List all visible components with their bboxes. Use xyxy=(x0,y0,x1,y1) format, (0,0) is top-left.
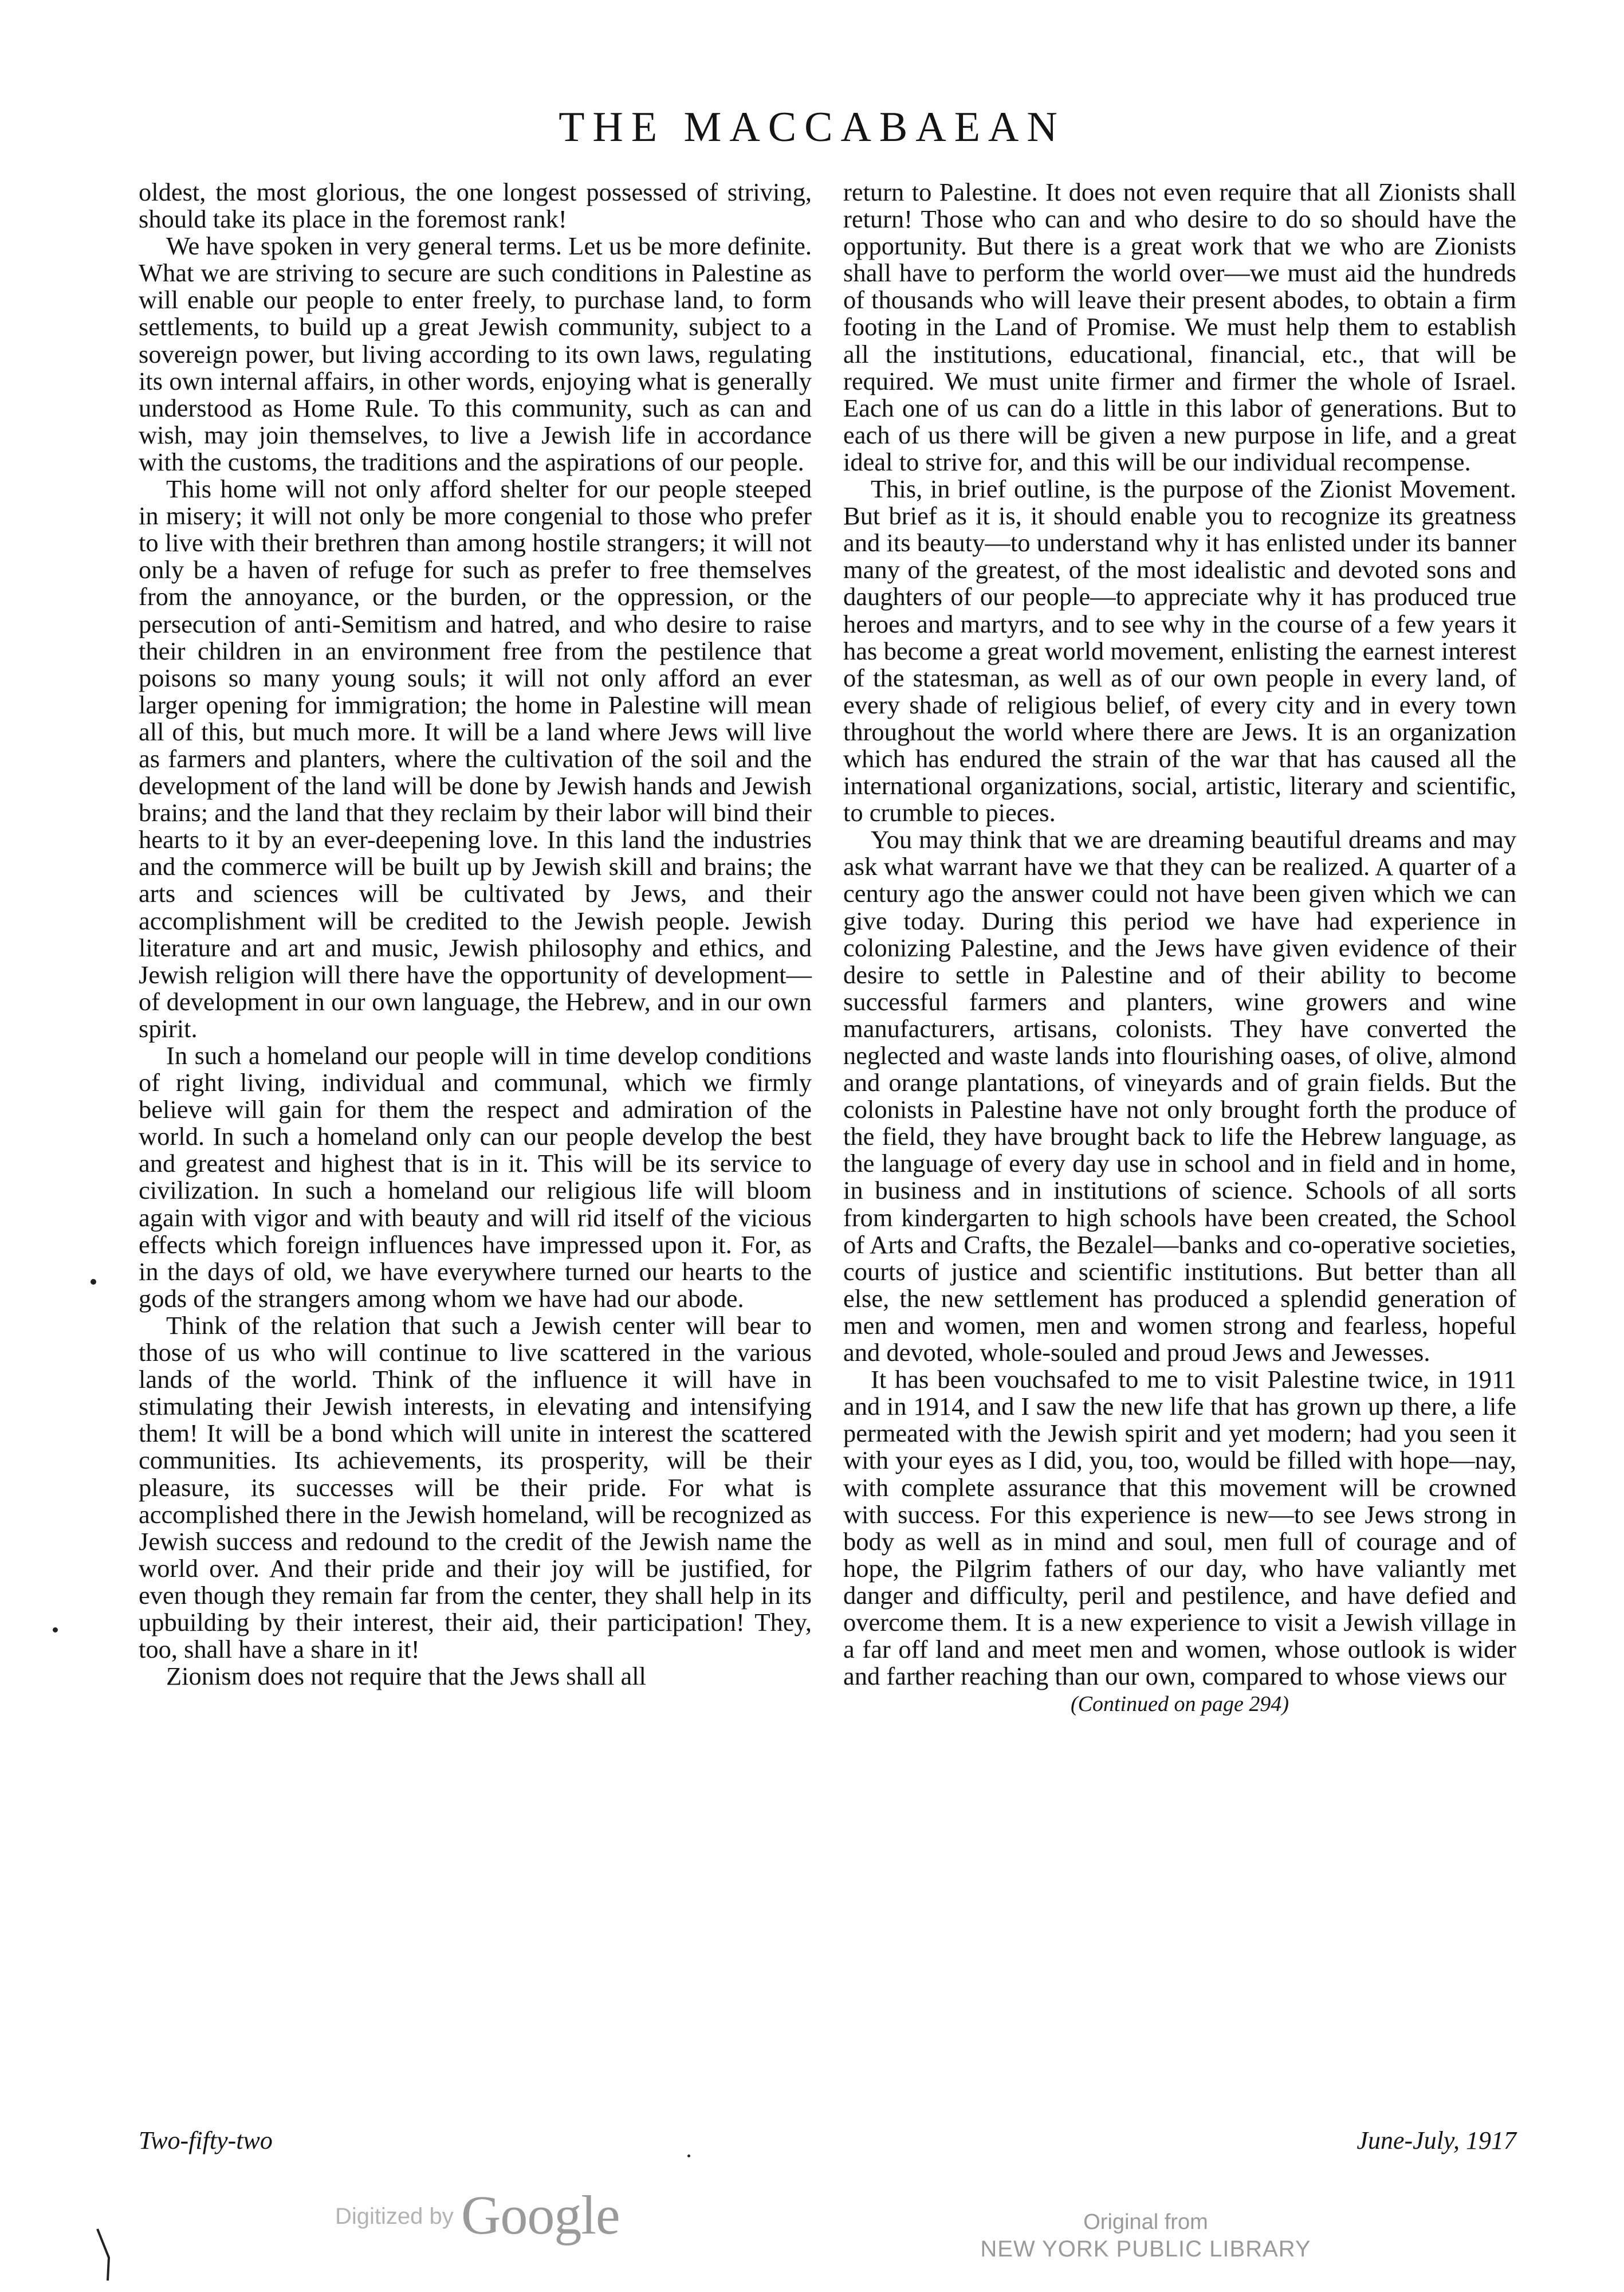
source-attribution xyxy=(974,2209,1318,2263)
masthead-title: THE MACCABAEAN xyxy=(559,104,1065,151)
paragraph: return to Palestine. It does not even require that all Zionists shall return! Those who can and who desire to do so should have the opportunity. But there is a great work that we who are Zionists shall have to perform the world over—we must aid the hundreds of thousands who will leave their present abodes, to obtain a firm footing in the Land of Promise. We must help them to establish all the institutions, educational, financial, etc., that will be required. We must unite firmer and firmer the whole of Israel. Each one of us can do a little in this labor of generations. But to each of us there will be given a new purpose in life, and a great ideal to strive for, and this will be our individual recompense. xyxy=(843,178,1516,476)
ink-speck xyxy=(687,2154,690,2157)
left-column xyxy=(139,179,812,1690)
continued-note: (Continued on page 294) xyxy=(1070,1692,1289,1717)
original-from-text: Original from xyxy=(1083,2210,1208,2234)
ink-speck xyxy=(91,1279,96,1285)
paragraph: You may think that we are dreaming beautiful dreams and may ask what warrant have we that they can be realized. A quarter of a century ago the answer could not have been given which we can give today. During this period we have had experience in colonizing Palestine, and the Jews have given evidence of their desire to settle in Palestine and of their ability to become successful farmers and planters, wine growers and wine manufacturers, artisans, colonists. They have converted the neglected and waste lands into flourishing oases, of olive, almond and orange plantations, of vineyards and of grain fields. But the colonists in Palestine have not only brought forth the produce of the field, they have brought back to life the Hebrew language, as the language of every day use in school and in field and in home, in business and in institutions of science. Schools of all sorts from kindergarten to high schools have been created, the School of Arts and Crafts, the Bezalel—banks and co-operative societies, courts of justice and scientific institutions. But better than all else, the new settlement has produced a splendid generation of men and women, men and women strong and fearless, hopeful and devoted, whole-souled and proud Jews and Jewesses. xyxy=(843,825,1516,1367)
right-column xyxy=(843,179,1516,1718)
paragraph: Zionism does not require that the Jews shall all xyxy=(166,1662,646,1691)
google-logo: Google xyxy=(461,2184,620,2246)
paragraph: oldest, the most glorious, the one longest possessed of striving, should take its place in the foremost rank! xyxy=(139,178,812,234)
paragraph: It has been vouchsafed to me to visit Palestine twice, in 1911 and in 1914, and I saw the new life that has grown up there, a life permeated with the Jewish spirit and yet modern; had you seen it with your eyes as I did, you, too, would be filled with hope—nay, with complete assurance that this movement will be crowned with success. For this experience is new—to see Jews strong in body as well as in mind and soul, men full of courage and of hope, the Pilgrim fathers of our day, who have valiantly met danger and difficulty, peril and pestilence, and have defied and overcome them. It is a new experience to visit a Jewish village in a far off land and meet men and women, whose outlook is wider and farther reaching than our own, compared to whose views our xyxy=(843,1365,1516,1691)
paragraph: In such a homeland our people will in time develop conditions of right living, individual and communal, which we firmly believe will gain for them the respect and admiration of the world. In such a homeland only can our people develop the best and greatest and highest that is in it. This will be its service to civilization. In such a homeland our religious life will bloom again with vigor and with beauty and will rid itself of the vicious effects which foreign influences have impressed upon it. For, as in the days of old, we have everywhere turned our hearts to the gods of the strangers among whom we have had our abode. xyxy=(139,1041,812,1313)
paragraph: This, in brief outline, is the purpose of the Zionist Movement. But brief as it is, it should enable you to recognize its greatness and its beauty—to understand why it has enlisted under its banner many of the greatest, of the most idealistic and devoted sons and daughters of our people—to appreciate why it has produced true heroes and martyrs, and to see why in the course of a few years it has become a great world movement, enlisting the earnest interest of the statesman, as well as of our own people in every land, of every shade of religious belief, of every city and in every town throughout the world where there are Jews. It is an organization which has endured the strain of the war that has caused all the international organizations, social, artistic, literary and scientific, to crumble to pieces. xyxy=(843,474,1516,827)
paragraph: This home will not only afford shelter for our people steeped in misery; it will not only be more congenial to those who prefer to live with their brethren than among hostile strangers; it will not only be a haven of refuge for such as prefer to free themselves from the annoyance, or the burden, or the oppression, or the persecution of anti-Semitism and hatred, and who desire to raise their children in an environment free from the pestilence that poisons so many young souls; it will not only afford an ever larger opening for immigration; the home in Palestine will mean all of this, but much more. It will be a land where Jews will live as farmers and planters, where the cultivation of the soil and the development of the land will be done by Jewish hands and Jewish brains; and the land that they reclaim by their labor will bind their hearts to it by an ever-deepening love. In this land the industries and the commerce will be built up by Jewish skill and brains; the arts and sciences will be cultivated by Jews, and their accomplishment will be credited to the Jewish people. Jewish literature and art and music, Jewish philosophy and ethics, and Jewish religion will there have the opportunity of development—of development in our own language, the Hebrew, and in our own spirit. xyxy=(139,474,812,1043)
margin-stroke xyxy=(92,2223,126,2292)
library-name: NEW YORK PUBLIC LIBRARY xyxy=(980,2236,1311,2262)
paragraph: Think of the relation that such a Jewish center will bear to those of us who will continue to live scattered in the various lands of the world. Think of the influence it will have in stimulating their Jewish interests, in elevating and intensifying them! It will be a bond which will unite in interest the scattered communities. Its achievements, its prosperity, will be their pleasure, its successes will be their pride. For what is accomplished there in the Jewish homeland, will be recognized as Jewish success and redound to the credit of the Jewish name the world over. And their pride and their joy will be justified, for even though they remain far from the center, they shall help in its upbuilding by their interest, their aid, their participation! They, too, shall have a share in it! xyxy=(139,1310,812,1664)
issue-date: June-July, 1917 xyxy=(1356,2126,1516,2154)
page-number-label: Two-fifty-two xyxy=(139,2126,273,2154)
digitized-by-text: Digitized by xyxy=(335,2204,454,2229)
ink-speck xyxy=(53,1627,58,1632)
paragraph: We have spoken in very general terms. Let us be more definite. What we are striving to secure are such conditions in Palestine as will enable our people to enter freely, to purchase land, to form settlements, to build up a great Jewish community, subject to a sovereign power, but living according to its own laws, regulating its own internal affairs, in other words, enjoying what is generally understood as Home Rule. To this community, such as can and wish, may join themselves, to live a Jewish life in accordance with the customs, the traditions and the aspirations of our people. xyxy=(139,231,812,476)
